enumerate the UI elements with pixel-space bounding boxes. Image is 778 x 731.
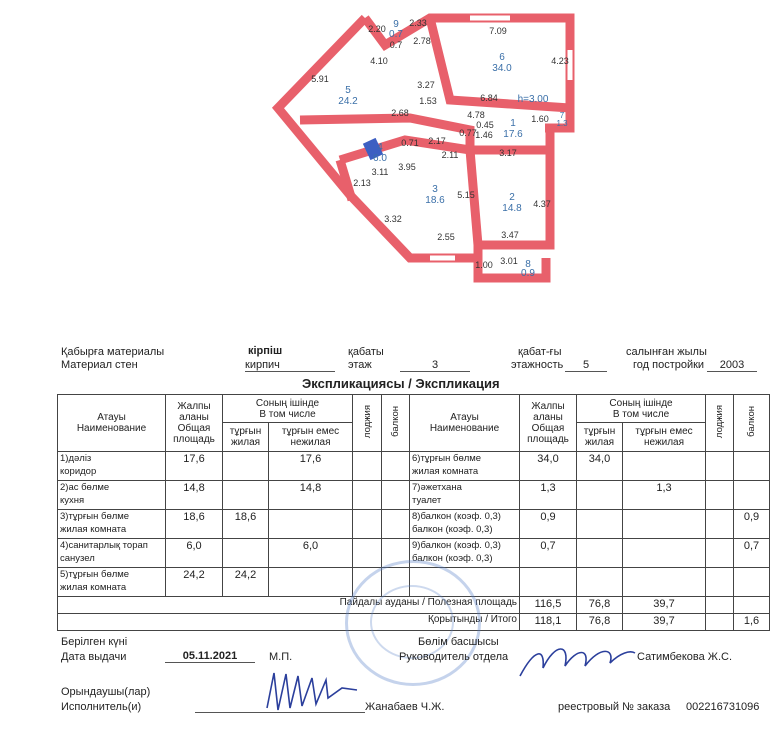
dim: 2.17: [428, 136, 446, 146]
dim: 3.27: [417, 80, 435, 90]
right-cell-living: [577, 539, 623, 568]
exec-signature: [262, 668, 362, 718]
right-cell-living: 34,0: [577, 452, 623, 481]
right-cell-loggia: [706, 539, 734, 568]
order-number: 002216731096: [686, 701, 760, 713]
col-incl: Соның ішінде В том числе: [223, 395, 353, 423]
right-cell-name: 6)тұрғын бөлме жилая комната: [410, 452, 520, 481]
dim: 3.17: [499, 148, 517, 158]
dim: 4.10: [370, 56, 388, 66]
left-cell-nonliving: 14,8: [269, 481, 353, 510]
right-cell-nonliving: [623, 510, 706, 539]
dim: 2.13: [353, 178, 371, 188]
head-name: Сатимбекова Ж.С.: [637, 651, 733, 663]
table-row: [58, 452, 770, 481]
wall-value-ru: кирпич: [245, 359, 335, 372]
room-5-area: 24.2: [338, 96, 358, 107]
right-cell-nonliving: [623, 568, 706, 597]
left-cell-living: 18,6: [223, 510, 269, 539]
right-cell-loggia: [706, 481, 734, 510]
right-cell-loggia: [706, 510, 734, 539]
left-cell-living: [223, 539, 269, 568]
dim: 1.00: [475, 260, 493, 270]
dim: 3.47: [501, 230, 519, 240]
left-cell-total: 17,6: [166, 452, 223, 481]
dim: 4.23: [551, 56, 569, 66]
room-4-no: 4: [377, 142, 383, 153]
right-cell-total: 0,7: [520, 539, 577, 568]
col-name: Атауы Наименование: [58, 395, 166, 452]
room-4-area: 6.0: [373, 153, 387, 164]
room-7-no: 7: [559, 111, 565, 120]
dim: 2.78: [413, 36, 431, 46]
dim: 0.71: [401, 138, 419, 148]
col-balcony-r-label: балкон: [746, 406, 757, 437]
issued-label-ru: Дата выдачи: [61, 651, 127, 663]
left-cell-total: 24,2: [166, 568, 223, 597]
right-cell-balcony: 0,7: [734, 539, 770, 568]
room-2-area: 14.8: [502, 203, 522, 214]
right-cell-total: 0,9: [520, 510, 577, 539]
dim: 3.11: [371, 167, 389, 177]
dim: 3.32: [384, 214, 402, 224]
grand-total: 118,1: [520, 614, 577, 631]
useful-balcony: [734, 597, 770, 614]
left-cell-total: 6,0: [166, 539, 223, 568]
useful-nonliving: 39,7: [623, 597, 706, 614]
left-cell-total: 14,8: [166, 481, 223, 510]
dim: 2.68: [391, 108, 409, 118]
left-cell-loggia: [353, 510, 382, 539]
left-cell-name: 5)тұрғын бөлме жилая комната: [58, 568, 166, 597]
left-cell-loggia: [353, 481, 382, 510]
col-living-r: тұрғын жилая: [577, 423, 623, 452]
right-cell-balcony: [734, 568, 770, 597]
dim: 4.78: [467, 110, 485, 120]
right-cell-name: 7)әжетхана туалет: [410, 481, 520, 510]
left-cell-balcony: [382, 452, 410, 481]
dim: 2.20: [368, 24, 386, 34]
col-balcony-label: балкон: [390, 406, 401, 437]
right-cell-total: [520, 568, 577, 597]
dim: 3.95: [398, 162, 416, 172]
col-living: тұрғын жилая: [223, 423, 269, 452]
grand-living: 76,8: [577, 614, 623, 631]
dim: 4.37: [533, 199, 551, 209]
right-cell-nonliving: [623, 539, 706, 568]
head-label-kz: Бөлім басшысы: [418, 636, 499, 648]
right-cell-name: 9)балкон (коэф. 0,3) балкон (коэф. 0,3): [410, 539, 520, 568]
right-cell-nonliving: 1,3: [623, 481, 706, 510]
left-cell-loggia: [353, 452, 382, 481]
right-cell-living: [577, 568, 623, 597]
useful-living: 76,8: [577, 597, 623, 614]
floor-plan: [0, 0, 778, 300]
dim: 2.55: [437, 232, 455, 242]
room-6-no: 6: [499, 52, 505, 63]
room-3-no: 3: [432, 184, 438, 195]
dim: 0.45: [476, 120, 494, 130]
room-2-no: 2: [509, 192, 515, 203]
mp-label: М.П.: [269, 651, 293, 663]
useful-loggia: [706, 597, 734, 614]
left-cell-nonliving: 6,0: [269, 539, 353, 568]
floor-label-ru: этаж: [348, 359, 372, 371]
left-cell-nonliving: [269, 568, 353, 597]
wall-label-kz: Қабырға материалы: [61, 346, 165, 358]
useful-label: Пайдалы ауданы / Полезная площадь: [58, 597, 520, 614]
left-cell-balcony: [382, 510, 410, 539]
floors-value: 5: [565, 359, 607, 372]
left-cell-loggia: [353, 539, 382, 568]
dim: 0.77: [459, 128, 477, 138]
grand-loggia: [706, 614, 734, 631]
floor-label-kz: қабаты: [348, 346, 384, 358]
dim: 1.60: [531, 114, 549, 124]
room-6-area: 34.0: [492, 63, 512, 74]
issue-date: 05.11.2021: [165, 650, 255, 663]
dim: 1.53: [419, 96, 437, 106]
grand-label: Қорытынды / Итого: [58, 614, 520, 631]
col-nonliving: тұрғын емес нежилая: [269, 423, 353, 452]
floor-value: 3: [400, 359, 470, 372]
col-loggia-r-label: лоджия: [714, 404, 725, 439]
dim: 3.01: [500, 256, 518, 266]
room-1-area: 17.6: [503, 129, 523, 140]
right-cell-balcony: 0,9: [734, 510, 770, 539]
col-total: Жалпы аланы Общая площадь: [166, 395, 223, 452]
floors-label-ru: этажность: [511, 359, 564, 371]
head-label-ru: Руководитель отдела: [399, 651, 509, 663]
left-cell-name: 3)тұрғын бөлме жилая комната: [58, 510, 166, 539]
left-cell-name: 1)дәліз коридор: [58, 452, 166, 481]
dim: 5.91: [311, 74, 329, 84]
right-cell-balcony: [734, 481, 770, 510]
left-cell-living: [223, 452, 269, 481]
dim: 0.7: [389, 40, 403, 50]
dim: 1.46: [475, 130, 493, 140]
left-cell-name: 2)ас бөлме кухня: [58, 481, 166, 510]
left-cell-nonliving: [269, 510, 353, 539]
room-8-no: 8: [525, 259, 531, 270]
table-row: [58, 510, 770, 539]
dim: 5.15: [457, 190, 475, 200]
col-nonliving-r: тұрғын емес нежилая: [623, 423, 706, 452]
col-balcony-r: [734, 395, 770, 452]
room-3-area: 18.6: [425, 195, 445, 206]
right-cell-name: 8)балкон (коэф. 0,3) балкон (коэф. 0,3): [410, 510, 520, 539]
table-row: [58, 481, 770, 510]
useful-total: 116,5: [520, 597, 577, 614]
right-cell-loggia: [706, 452, 734, 481]
plan-walls: [278, 18, 570, 278]
col-name-r: Атауы Наименование: [410, 395, 520, 452]
room-9-no: 9: [393, 19, 399, 30]
order-label: реестровый № заказа: [558, 701, 671, 713]
floors-label-kz: қабат-ғы: [518, 346, 562, 358]
col-incl-r: Соның ішінде В том числе: [577, 395, 706, 423]
col-balcony: [382, 395, 410, 452]
wall-label-ru: Материал стен: [61, 359, 138, 371]
exec-label-ru: Исполнитель(и): [61, 701, 142, 713]
dim: 6.84: [480, 93, 498, 103]
dim: 2.11: [441, 150, 459, 160]
ceiling-height: h=3.00: [517, 94, 549, 105]
left-cell-living: 24,2: [223, 568, 269, 597]
right-cell-living: [577, 510, 623, 539]
room-5-no: 5: [345, 85, 351, 96]
wall-value-kz: кірпіш: [248, 345, 283, 357]
built-value: 2003: [707, 359, 757, 372]
col-loggia-label: лоджия: [361, 404, 373, 439]
left-cell-nonliving: 17,6: [269, 452, 353, 481]
right-cell-nonliving: [623, 452, 706, 481]
right-cell-total: 1,3: [520, 481, 577, 510]
head-signature: [515, 638, 640, 683]
grand-nonliving: 39,7: [623, 614, 706, 631]
grand-balcony: 1,6: [734, 614, 770, 631]
exec-name: Жанабаев Ч.Ж.: [365, 701, 445, 713]
exec-label-kz: Орындаушы(лар): [61, 686, 151, 698]
col-total-r: Жалпы аланы Общая площадь: [520, 395, 577, 452]
room-1-no: 1: [510, 118, 516, 129]
col-loggia-r: [706, 395, 734, 452]
built-label-ru: год постройки: [633, 359, 705, 371]
left-cell-living: [223, 481, 269, 510]
left-cell-balcony: [382, 481, 410, 510]
left-cell-total: 18,6: [166, 510, 223, 539]
right-cell-living: [577, 481, 623, 510]
dim: 7.09: [489, 26, 507, 36]
right-cell-balcony: [734, 452, 770, 481]
room-8-area: 0.9: [521, 268, 535, 279]
right-cell-total: 34,0: [520, 452, 577, 481]
left-cell-name: 4)санитарлық торап санузел: [58, 539, 166, 568]
dim: 2.33: [409, 18, 427, 28]
col-loggia: [353, 395, 382, 452]
room-7-area: 1.3: [556, 119, 568, 128]
issued-label-kz: Берілген күні: [61, 636, 128, 648]
room-9-area: 0.7: [389, 29, 403, 40]
table-title: Экспликациясы / Экспликация: [302, 376, 500, 391]
built-label-kz: салынған жылы: [626, 346, 707, 358]
right-cell-loggia: [706, 568, 734, 597]
